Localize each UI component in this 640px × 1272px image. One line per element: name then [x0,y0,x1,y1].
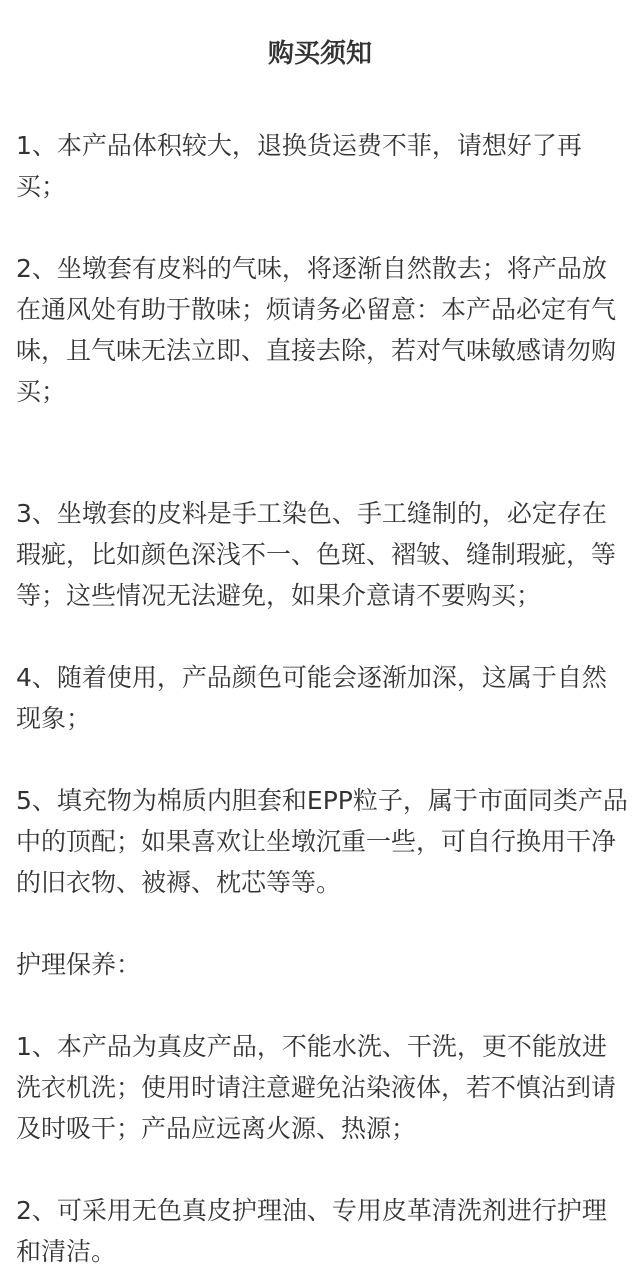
care-paragraph-1: 1、本产品为真皮产品，不能水洗、干洗，更不能放进洗衣机洗；使用时请注意避免沾染液体，若不慎沾到请及时吸干；产品应远离火源、热源； [16,1032,617,1143]
notice-paragraph-2: 2、坐墩套有皮料的气味，将逐渐自然散去；将产品放在通风处有助于散味；烦请务必留意：本产品必定有气味，且气味无法立即、直接去除，若对气味敏感请勿购买； [16,254,617,406]
page-title: 购买须知 [267,39,372,69]
care-paragraph-2: 2、可采用无色真皮护理油、专用皮革清洗剂进行护理和清洁。 [16,1196,607,1266]
notice-paragraph-1: 1、本产品体积较大，退换货运费不菲，请想好了再买； [16,131,582,201]
care-heading: 护理保养： [16,950,142,979]
notice-paragraph-5: 5、填充物为棉质内胆套和EPP粒子，属于市面同类产品中的顶配；如果喜欢让坐墩沉重一些，可自行换用干净的旧衣物、被褥、枕芯等等。 [16,786,628,897]
notice-paragraph-4: 4、随着使用，产品颜色可能会逐渐加深，这属于自然现象； [16,663,607,733]
notice-paragraph-3: 3、坐墩套的皮料是手工染色、手工缝制的，必定存在瑕疵，比如颜色深浅不一、色斑、褶皱、缝制瑕疵，等等；这些情况无法避免，如果介意请不要购买； [16,499,617,610]
